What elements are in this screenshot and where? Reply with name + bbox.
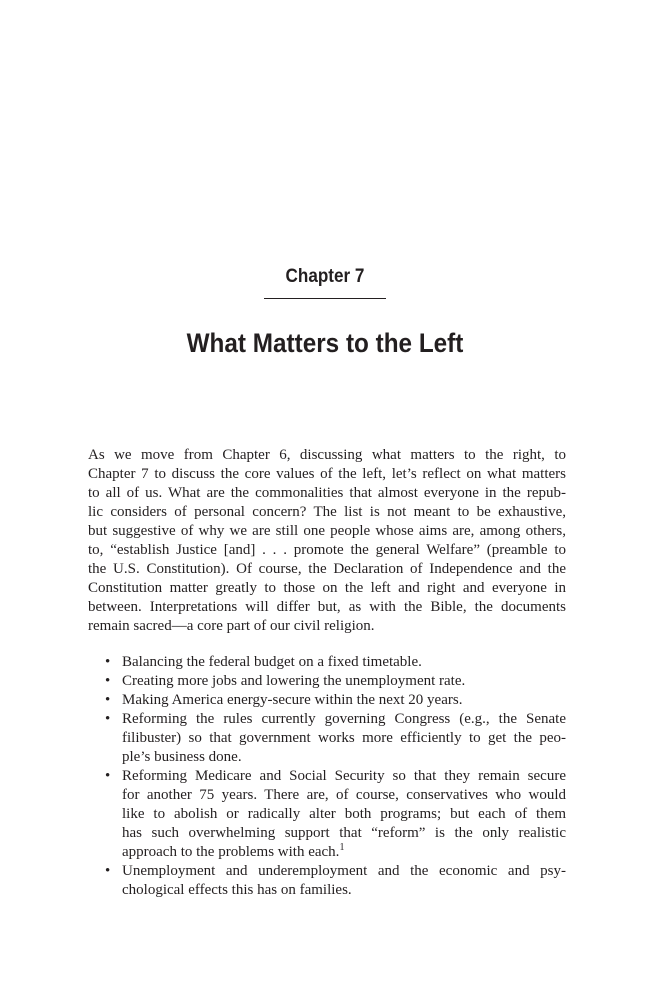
- text-line: to, “establish Justice [and] . . . promote the general Welfare” (preamble to: [88, 542, 566, 558]
- bullet-icon: •: [105, 692, 111, 708]
- text-line: Chapter 7 to discuss the core values of the left, let’s reflect on what matters: [88, 466, 566, 482]
- bullet-item-budget: [88, 653, 566, 672]
- bullet-icon: •: [105, 768, 111, 784]
- chapter-label: Chapter 7: [285, 266, 365, 287]
- text-line: Creating more jobs and lowering the unemployment rate.: [122, 673, 466, 689]
- text-line: between. Interpretations will differ but, as with the Bible, the documents: [88, 599, 566, 615]
- text-line: filibuster) so that government works more efficiently to get the peo-: [122, 730, 566, 746]
- text-line: Constitution matter greatly to those on the left and right and everyone in: [88, 580, 566, 596]
- text-line: the U.S. Constitution). Of course, the Declaration of Independence and the: [88, 561, 566, 577]
- bullet-item-unemployment: [88, 862, 566, 900]
- text-line: chological effects this has on families.: [122, 882, 352, 898]
- text-line: remain sacred—a core part of our civil religion.: [88, 618, 375, 634]
- bullet-icon: •: [105, 863, 111, 879]
- bullet-icon: •: [105, 673, 111, 689]
- text-line: As we move from Chapter 6, discussing what matters to the right, to: [88, 447, 566, 463]
- footnote-marker: 1: [339, 842, 345, 853]
- text-line-content: approach to the problems with each.: [122, 844, 340, 860]
- bullet-item-energy: [88, 691, 566, 710]
- text-line: Reforming the rules currently governing Congress (e.g., the Senate: [122, 711, 566, 727]
- text-line: ple’s business done.: [122, 749, 242, 765]
- bullet-item-jobs: [88, 672, 566, 691]
- values-bullet-list: [88, 653, 566, 900]
- text-line: Reforming Medicare and Social Security so that they remain secure: [122, 768, 566, 784]
- text-line: Making America energy-secure within the next 20 years.: [122, 692, 463, 708]
- text-line: Unemployment and underemployment and the economic and psy-: [122, 863, 566, 879]
- text-line: like to abolish or radically alter both programs; but each of them: [122, 806, 566, 822]
- text-line: [122, 843, 566, 862]
- intro-paragraph: [88, 446, 566, 636]
- chapter-title: What Matters to the Left: [186, 328, 464, 358]
- chapter-rule: [264, 298, 386, 299]
- text-line: to all of us. What are the commonalities that almost everyone in the repub-: [88, 485, 566, 501]
- bullet-icon: •: [105, 654, 111, 670]
- text-line: Balancing the federal budget on a fixed timetable.: [122, 654, 422, 670]
- bullet-item-congress: [88, 710, 566, 767]
- text-line: has such overwhelming support that “reform” is the only realistic: [122, 825, 566, 841]
- bullet-icon: •: [105, 711, 111, 727]
- text-line: for another 75 years. There are, of course, conservatives who would: [122, 787, 566, 803]
- text-line: lic considers of personal concern? The list is not meant to be exhaustive,: [88, 504, 566, 520]
- bullet-item-medicare: [88, 767, 566, 862]
- text-line: but suggestive of why we are still one people whose aims are, among others,: [88, 523, 566, 539]
